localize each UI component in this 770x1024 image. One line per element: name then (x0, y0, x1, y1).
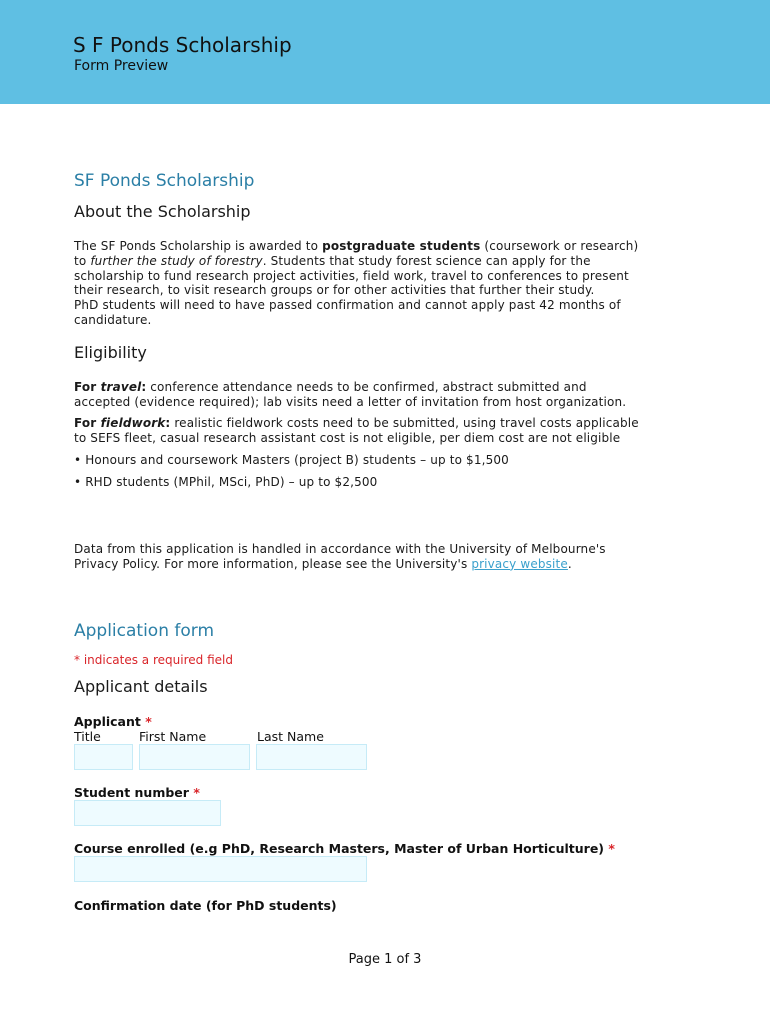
about-heading: About the Scholarship (74, 202, 251, 221)
student-number-label: Student number * (74, 785, 200, 800)
header-title: S F Ponds Scholarship (73, 33, 292, 57)
header-subtitle: Form Preview (74, 58, 169, 74)
student-number-input[interactable] (74, 800, 221, 826)
privacy-notice: Data from this application is handled in accordance with the University of Melbourne's Privacy Policy. For more information, please see the University's privacy website. (74, 542, 606, 571)
applicant-details-heading: Applicant details (74, 677, 208, 696)
last-name-field-label: Last Name (257, 729, 324, 744)
page-number: Page 1 of 3 (348, 952, 422, 967)
privacy-website-link[interactable]: privacy website (471, 556, 568, 571)
application-form-title: Application form (74, 621, 215, 641)
first-name-field-label: First Name (139, 729, 207, 744)
required-field-note: * indicates a required field (74, 653, 233, 667)
list-item: • Honours and coursework Masters (project B) students – up to $1,500 (74, 453, 509, 467)
fieldwork-eligibility: For fieldwork: realistic fieldwork costs need to be submitted, using travel costs applicable to SEFS fleet, casual research assistant cost is not eligible, per diem cost are not eligible (74, 416, 639, 445)
list-item: • RHD students (MPhil, MSci, PhD) – up to $2,500 (74, 475, 378, 489)
course-enrolled-label: Course enrolled (e.g PhD, Research Masters, Master of Urban Horticulture) * (74, 841, 615, 856)
applicant-label: Applicant * (74, 714, 152, 729)
eligibility-heading: Eligibility (74, 343, 147, 362)
required-asterisk: * (145, 714, 152, 729)
course-enrolled-input[interactable] (74, 856, 367, 882)
page-header (0, 0, 770, 104)
travel-eligibility: For travel: conference attendance needs to be confirmed, abstract submitted and accepted (evidence required); lab visits need a letter of invitation from host organization. (74, 380, 627, 409)
required-asterisk: * (193, 785, 200, 800)
last-name-input[interactable] (256, 744, 367, 770)
scholarship-title: SF Ponds Scholarship (74, 171, 255, 191)
title-input[interactable] (74, 744, 133, 770)
about-paragraph: The SF Ponds Scholarship is awarded to postgraduate students (coursework or research) to further the study of forestry. Students that study forest science can apply for the scholarship to fund research project activities, field work, travel to conferences to present their research, to visit research groups or for other activities that further their study. PhD students will need to have passed confirmation and cannot apply past 42 months of candidature. (74, 239, 639, 327)
title-field-label: Title (74, 729, 101, 744)
required-asterisk: * (608, 841, 615, 856)
first-name-input[interactable] (139, 744, 250, 770)
confirmation-date-label: Confirmation date (for PhD students) (74, 898, 337, 913)
